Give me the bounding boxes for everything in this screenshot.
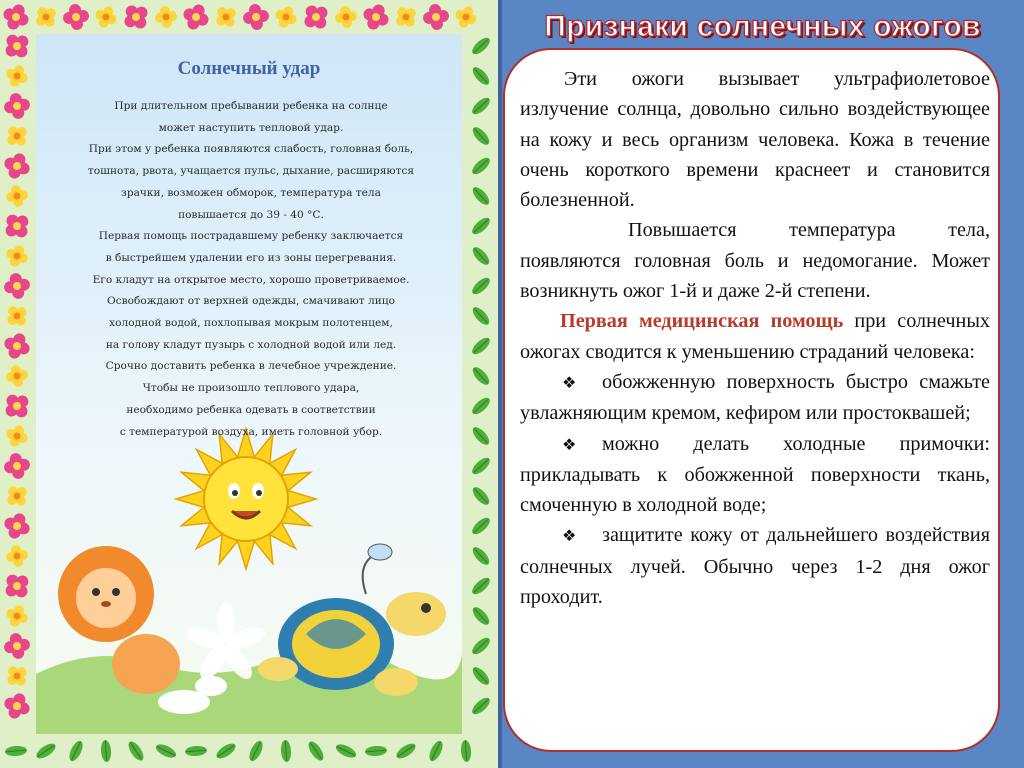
slide-title: Признаки солнечных ожогов	[544, 10, 981, 43]
poster-line: тошнота, рвота, учащается пульс, дыхание, расширяются	[87, 165, 415, 178]
poster-line: может наступить тепловой удар.	[158, 121, 344, 134]
poster-line: зрачки, возможен обморок, температура тела	[121, 186, 381, 199]
sun-ray	[286, 490, 316, 508]
sun-ray	[176, 490, 206, 508]
poster-line: необходимо ребенка одевать в соответствии	[126, 403, 376, 416]
paragraph-symptoms: Повышается температура тела, появляются головная боль и недомогание. Может возникнуть ожог 1-й и даже 2-й степени.	[520, 219, 990, 303]
poster-line: При этом у ребенка появляются слабость, головная боль,	[88, 143, 414, 156]
first-aid-highlight: Первая медицинская помощь	[560, 310, 844, 333]
poster-line: Срочно доставить ребенка в лечебное учреждение.	[105, 360, 397, 373]
bullet-diamond-icon: ❖	[562, 526, 577, 546]
poster-line: повышается до 39 - 40 °С.	[178, 208, 324, 221]
poster-line: на голову кладут пузырь с холодной водой или лед.	[105, 338, 397, 351]
first-aid-rest: при солнечных ожогах сводится к уменьшению страданий человека:	[520, 310, 990, 363]
poster-line: Первая помощь пострадавшему ребенку заключается	[98, 230, 404, 243]
list-item-text: обожженную поверхность быстро смажьте увлажняющим кремом, кефиром или простоквашей;	[520, 370, 990, 425]
paragraph-first-aid	[520, 306, 990, 367]
left-poster	[0, 0, 498, 768]
list-item-text: можно делать холодные примочки: прикладывать к обожженной поверхности ткань, смоченную в холодной воде;	[520, 432, 990, 517]
poster-line: в быстрейшем удалении его из зоны перегревания.	[105, 251, 397, 264]
poster-line: Освобождают от верхней одежды, смачивают лицо	[107, 295, 395, 308]
poster-text	[56, 96, 446, 443]
list-item-text: защитите кожу от дальнейшего воздействия солнечных лучей. Обычно через 1-2 дня ожог проходит.	[520, 524, 990, 609]
bullet-diamond-icon: ❖	[562, 372, 577, 392]
turtle-illustration	[258, 544, 446, 696]
bullet-diamond-icon: ❖	[562, 434, 577, 454]
poster-title: Солнечный удар	[177, 58, 321, 79]
poster-line: холодной водой, похлопывая мокрым полотенцем,	[109, 317, 393, 330]
card-text	[520, 64, 990, 612]
poster-line: Его кладут на открытое место, хорошо проветриваемое.	[92, 273, 410, 286]
poster-line: с температурой воздуха, иметь головной убор.	[119, 425, 383, 438]
list-item	[520, 367, 990, 429]
sun-ray	[237, 539, 255, 569]
poster-line: При длительном пребывании ребенка на солнце	[114, 100, 388, 112]
sun-illustration	[176, 429, 316, 569]
list-item	[520, 520, 990, 612]
poster-line: Чтобы не произошло теплового удара,	[142, 382, 360, 395]
list-item	[520, 429, 990, 521]
paragraph-causes: Эти ожоги вызывает ультрафиолетовое излучение солнца, довольно сильно воздействующее на кожу и весь организм человека. Кожа в течение очень короткого времени краснеет и становится болезненной.	[520, 68, 990, 212]
